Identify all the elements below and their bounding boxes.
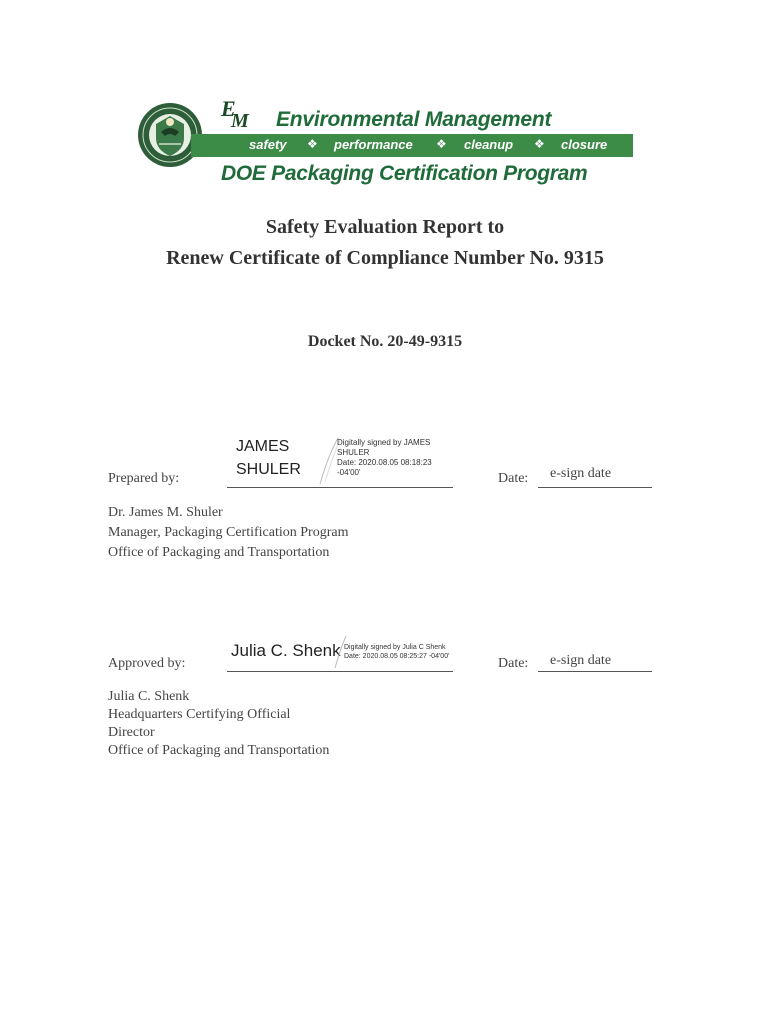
approved-signature: Julia C. Shenk <box>231 641 341 660</box>
logo-m: M <box>231 110 249 132</box>
approved-date-value: e-sign date <box>550 653 612 668</box>
preparer-office: Office of Packaging and Transportation <box>108 545 330 560</box>
diamond-separator-icon: ❖ <box>307 137 318 151</box>
docket-number: Docket No. 20-49-9315 <box>307 333 463 350</box>
approved-signature-details: Digitally signed by Julia C Shenk Date: 2020.08.05 08:25:27 -04'00' <box>344 644 450 660</box>
prepared-by-label: Prepared by: <box>108 471 180 486</box>
prepared-signature-line1: JAMES <box>236 438 290 455</box>
approver-office: Office of Packaging and Transportation <box>108 743 330 758</box>
approver-title: Headquarters Certifying Official <box>108 707 291 722</box>
approver-info <box>108 688 329 760</box>
program-name: Environmental Management <box>276 108 552 131</box>
tagline-safety: safety <box>249 137 287 152</box>
em-banner <box>133 96 638 196</box>
approved-by-label: Approved by: <box>108 656 186 671</box>
approved-date-label: Date: <box>498 656 529 671</box>
certification-program-title: DOE Packaging Certification Program <box>221 162 588 185</box>
prepared-date-label: Date: <box>498 471 529 486</box>
preparer-name: Dr. James M. Shuler <box>108 505 223 520</box>
logo-e: E <box>221 96 236 121</box>
diamond-separator-icon: ❖ <box>436 137 447 151</box>
prepared-signature-line2: SHULER <box>236 461 301 478</box>
prepared-date-value: e-sign date <box>550 466 612 481</box>
em-logo <box>219 96 259 134</box>
tagline-cleanup: cleanup <box>464 137 514 152</box>
approver-name: Julia C. Shenk <box>108 689 190 704</box>
prepared-signature-line <box>227 487 453 488</box>
diamond-separator-icon: ❖ <box>534 137 545 151</box>
approver-role: Director <box>108 725 155 740</box>
approved-signature-line <box>227 671 453 672</box>
preparer-title: Manager, Packaging Certification Program <box>108 525 349 540</box>
tagline-closure: closure <box>561 137 608 152</box>
tagline-performance: performance <box>334 137 413 152</box>
approved-date-line <box>538 671 652 672</box>
prepared-date-line <box>538 487 652 488</box>
report-title-line1: Safety Evaluation Report to <box>265 216 505 238</box>
prepared-signature-details: Digitally signed by JAMES SHULER Date: 2020.08.05 08:18:23 -04'00' <box>337 438 432 477</box>
tagline-bar <box>191 134 633 157</box>
preparer-info <box>108 503 348 563</box>
report-title-line2: Renew Certificate of Compliance Number No. 9315 <box>166 247 604 269</box>
